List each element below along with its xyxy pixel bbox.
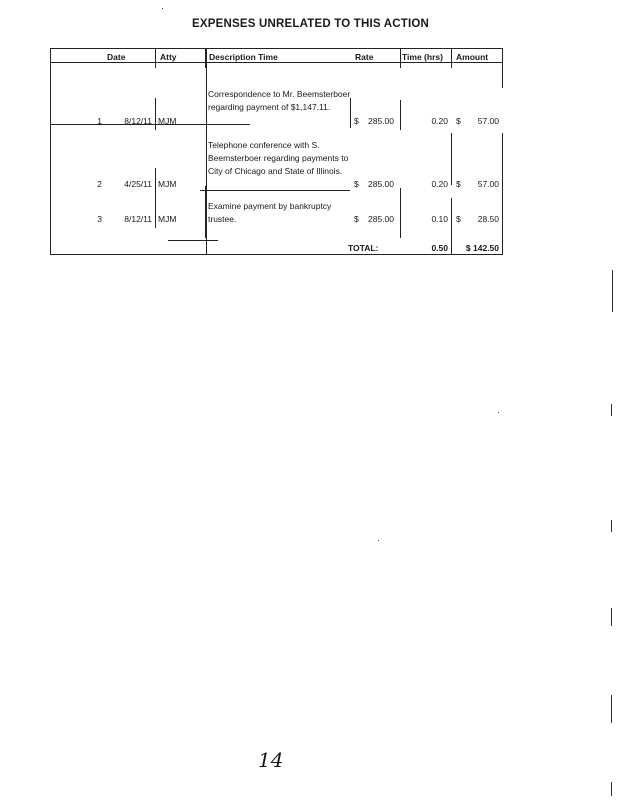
expenses-table (50, 48, 503, 255)
row-2-atty: MJM (158, 179, 177, 189)
row-2-number: 2 (97, 179, 102, 189)
scan-mark (612, 270, 613, 312)
row-1-number: 1 (97, 116, 102, 126)
divider-time-top (451, 48, 452, 68)
divider-description (206, 48, 207, 255)
row-3-number: 3 (97, 214, 102, 224)
table-top-border (50, 48, 503, 49)
scan-dot (378, 540, 379, 541)
column-header-rate: Rate (355, 52, 374, 62)
row-1-amount-symbol: $ (456, 116, 461, 126)
row-2-rate: 285.00 (368, 179, 394, 189)
row-3-date: 8/12/11 (124, 214, 152, 224)
row-2-amount: 57.00 (477, 179, 499, 189)
divider-time (400, 100, 401, 130)
divider-atty-row1 (155, 168, 156, 228)
row-2-rate-symbol: $ (354, 179, 359, 189)
row-1-time: 0.20 (431, 116, 448, 126)
page-title: EXPENSES UNRELATED TO THIS ACTION (191, 18, 430, 30)
scan-dot (498, 412, 499, 413)
row-3-amount-symbol: $ (456, 214, 461, 224)
row-3-description: Examine payment by bankruptcy trustee. (208, 201, 332, 224)
row-2-bottom (200, 190, 350, 191)
row-3-atty: MJM (158, 214, 177, 224)
row-3-rate: 285.00 (368, 214, 394, 224)
row-2-date: 4/25/11 (124, 179, 152, 189)
divider-amount (451, 133, 452, 185)
row-2-time: 0.20 (431, 179, 448, 189)
column-header-date: Date (107, 52, 126, 62)
row-1-rate-symbol: $ (354, 116, 359, 126)
column-header-time: Time (hrs) (402, 52, 443, 62)
header-divider (50, 62, 503, 63)
table-right-border-lower (502, 133, 503, 255)
row-1-rate: 285.00 (368, 116, 394, 126)
row-1-amount: 57.00 (477, 116, 499, 126)
row-3-time: 0.10 (431, 214, 448, 224)
table-left-border (50, 48, 51, 255)
column-header-amount: Amount (456, 52, 489, 62)
divider-time-row2 (400, 188, 401, 238)
divider-date (155, 48, 156, 68)
row-2-amount-symbol: $ (456, 179, 461, 189)
total-top (168, 240, 218, 241)
divider-date-row1 (155, 98, 156, 130)
scan-mark (611, 782, 612, 796)
table-bottom-border (50, 254, 503, 255)
page-number: 14 (258, 748, 284, 772)
scan-mark (611, 695, 612, 723)
row-1-atty: MJM (158, 116, 177, 126)
row-3-rate-symbol: $ (354, 214, 359, 224)
column-header-description: Description Time (209, 52, 278, 62)
divider-rate (400, 48, 401, 68)
scan-mark (611, 608, 612, 626)
scan-mark (611, 520, 612, 532)
divider-amount-total (451, 198, 452, 255)
table-right-border (502, 48, 503, 88)
scan-dot (162, 8, 163, 9)
row-1-date: 8/12/11 (124, 116, 152, 126)
scan-mark (611, 404, 612, 416)
total-time: 0.50 (431, 243, 448, 253)
total-amount: $ 142.50 (465, 243, 499, 253)
total-label: TOTAL: (348, 243, 379, 253)
row-1-description: Correspondence to Mr. Beemsterboer regarding payment of $1,147.11. (208, 89, 351, 112)
column-header-atty: Atty (160, 52, 177, 62)
row-3-amount: 28.50 (477, 214, 499, 224)
row-2-description: Telephone conference with S. Beemsterboer regarding payments to City of Chicago and State of Illinois. (208, 140, 349, 176)
